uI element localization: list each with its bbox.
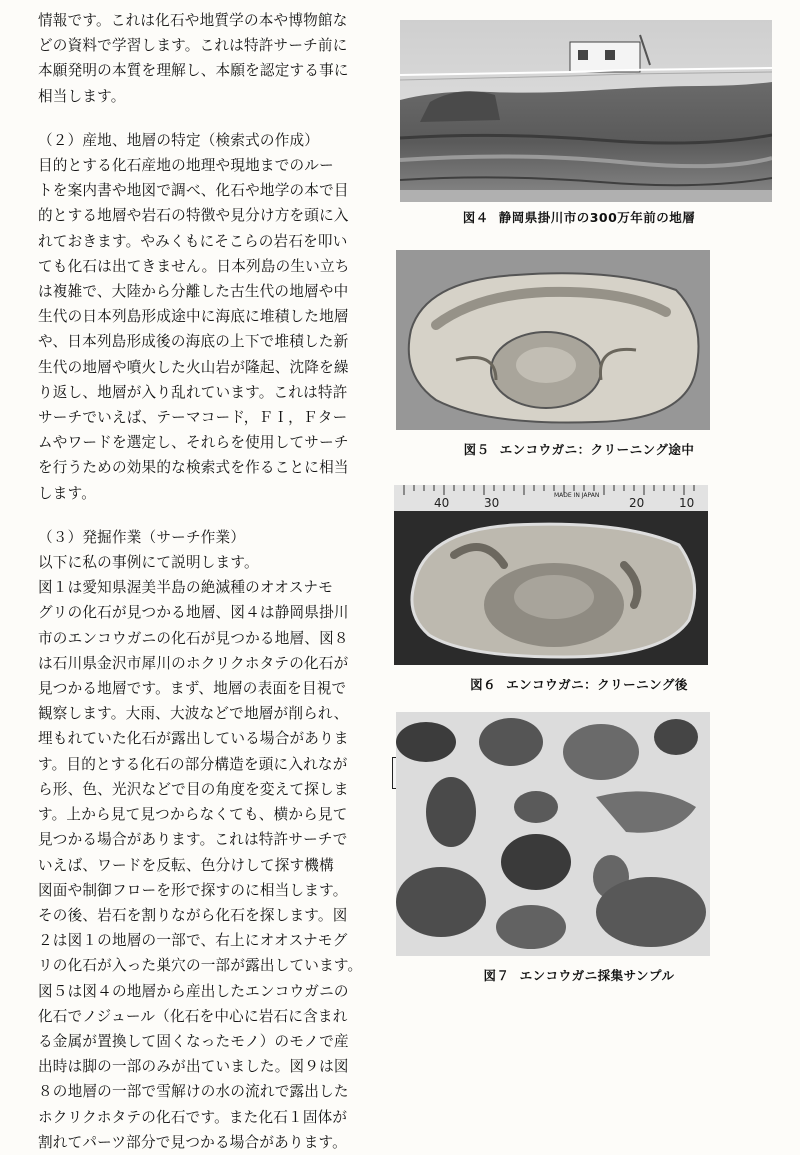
figure-7-caption: 図７ エンコウガニ採集サンプル — [483, 968, 675, 983]
section-heading-3: （３）発掘作業（サーチ作業） — [38, 528, 246, 546]
figure-5-photo — [396, 250, 710, 430]
figure-4-photo — [400, 20, 772, 202]
figure-6-caption: 図６ エンコウガニ：クリーニング後 — [470, 677, 688, 692]
paragraph-intro: 情報です。これは化石や地質学の本や博物館な どの資料で学習します。これは特許サーチ前に 本願発明の本質を理解し、本願を認定する事に 相当します。 — [38, 12, 349, 105]
ruler-number-2: 30 — [484, 496, 500, 510]
crab-fossil-cleaning-image — [396, 250, 710, 430]
crab-fossil-cleaned-image — [394, 485, 708, 665]
ruler-number-4: 10 — [679, 496, 695, 510]
crab-samples-image — [396, 712, 710, 956]
figure-7-photo — [396, 712, 710, 956]
ruler-number-1: 40 — [434, 496, 450, 510]
figure-4-caption: 図４ 静岡県掛川市の300万年前の地層 — [462, 210, 696, 225]
figure-column — [394, 0, 774, 1011]
ruler-made-in-japan: MADE IN JAPAN — [554, 492, 600, 499]
ruler-number-3: 20 — [629, 496, 645, 510]
body-text-column — [38, 8, 368, 1155]
figure-6-photo — [394, 485, 708, 665]
strata-photo-image — [400, 20, 772, 202]
section-heading-2: （２）産地、地層の特定（検索式の作成） — [38, 131, 320, 149]
figure-5-caption: 図５ エンコウガニ：クリーニング途中 — [463, 442, 695, 457]
paragraph-section-2: 目的とする化石産地の地理や現地までのルー トを案内書や地図で調べ、化石や地学の本で目 的とする地層や岩石の特徴や見分け方を頭に入 れておきます。やみくもにそこらの岩石を叩い ても化石は出てきません。日本列島の生い立ち は複雑で、大陸から分離した古生代の地層や中 生代の日本列島形成途中に海底に堆積した地層 や、日本列島形成後の海底の上下で堆積した新 生代の地層や噴火した火山岩が隆起、沈降を繰 り返し、地層が入り乱れています。これは特許 サーチでいえば、テーマコード，ＦＩ，Ｆター ムやワードを選定し、それらを使用してサーチ を行うための効果的な検索式を作ることに相当 します。 — [38, 157, 350, 502]
paragraph-section-3: 以下に私の事例にて説明します。 図１は愛知県渥美半島の絶滅種のオオスナモ グリの化石が見つかる地層、図４は静岡県掛川 市のエンコウガニの化石が見つかる地層、図８ は石川県金沢市犀川のホクリクホタテの化石が 見つかる地層です。まず、地層の表面を目視で 観察します。大雨、大波などで地層が削られ、 埋もれていた化石が露出している場合がありま す。目的とする化石の部分構造を頭に入れなが ら形、色、光沢などで目の角度を変えて探しま す。上から見て見つからなくても、横から見て 見つかる場合があります。これは特許サーチで いえば、ワードを反転、色分けして探す機構 図面や制御フローを形で探すのに相当します。 その後、岩石を割りながら化石を探します。図 ２は図１の地層の一部で、右上にオオスナモグ リの化石が入った巣穴の一部が露出しています。 図５は図４の地層から産出したエンコウガニの 化石でノジュール（化石を中心に岩石に含まれ る金属が置換して固くなったモノ）のモノで産 出時は脚の一部のみが出ていました。図９は図 ８の地層の一部で雪解けの水の流れで露出した ホクリクホタテの化石です。また化石１固体が 割れてパーツ部分で見つかる場合があります。 — [38, 554, 363, 1151]
